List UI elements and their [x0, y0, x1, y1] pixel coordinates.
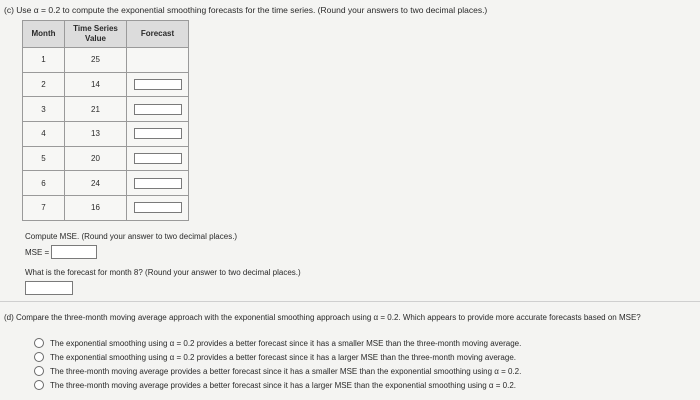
forecast-input[interactable] [134, 79, 182, 90]
value-header: Time Series Value [65, 21, 127, 48]
answer-options [34, 336, 521, 392]
answer-option[interactable] [34, 336, 521, 350]
radio-button[interactable] [34, 338, 44, 348]
table-row [23, 146, 189, 171]
mse-label: MSE = [25, 247, 50, 257]
month-cell: 4 [23, 122, 65, 147]
table-row [23, 48, 189, 73]
forecast-header: Forecast [127, 21, 189, 48]
month-cell: 1 [23, 48, 65, 73]
answer-option-label: The exponential smoothing using α = 0.2 provides a better forecast since it has a smaller MSE than the three-month moving average. [50, 338, 522, 348]
part-c-question: (c) Use α = 0.2 to compute the exponential smoothing forecasts for the time series. (Round your answers to two decimal places.) [4, 5, 488, 15]
value-cell: 21 [65, 97, 127, 122]
forecast-cell [127, 171, 189, 196]
part-d-question: (d) Compare the three-month moving average approach with the exponential smoothing approach using α = 0.2. Which appears to provide more accurate forecasts based on MSE? [4, 313, 641, 322]
answer-option-label: The three-month moving average provides a better forecast since it has a larger MSE than the exponential smoothing using α = 0.2. [50, 380, 516, 390]
radio-button[interactable] [34, 366, 44, 376]
forecast-input[interactable] [134, 104, 182, 115]
table-row [23, 122, 189, 147]
forecast-input[interactable] [134, 202, 182, 213]
forecast-cell [127, 122, 189, 147]
month8-instruction: What is the forecast for month 8? (Round your answer to two decimal places.) [25, 268, 301, 277]
forecast-cell [127, 196, 189, 221]
month-cell: 5 [23, 146, 65, 171]
value-cell: 14 [65, 72, 127, 97]
mse-row [25, 245, 97, 259]
value-cell: 16 [65, 196, 127, 221]
forecast-cell [127, 97, 189, 122]
answer-option-label: The three-month moving average provides a better forecast since it has a smaller MSE than the exponential smoothing using α = 0.2. [50, 366, 522, 376]
time-series-table [22, 20, 189, 221]
answer-option[interactable] [34, 364, 521, 378]
month-cell: 7 [23, 196, 65, 221]
table-header-row [23, 21, 189, 48]
section-divider [0, 301, 700, 302]
forecast-input[interactable] [134, 178, 182, 189]
month-cell: 6 [23, 171, 65, 196]
value-cell: 24 [65, 171, 127, 196]
month-cell: 2 [23, 72, 65, 97]
forecast-cell [127, 48, 189, 73]
table-row [23, 97, 189, 122]
forecast-cell [127, 72, 189, 97]
month-cell: 3 [23, 97, 65, 122]
value-cell: 25 [65, 48, 127, 73]
forecast-cell [127, 146, 189, 171]
table-row [23, 196, 189, 221]
table-row [23, 171, 189, 196]
value-cell: 13 [65, 122, 127, 147]
month8-forecast-input[interactable] [25, 281, 73, 295]
forecast-input[interactable] [134, 153, 182, 164]
radio-button[interactable] [34, 352, 44, 362]
radio-button[interactable] [34, 380, 44, 390]
forecast-input[interactable] [134, 128, 182, 139]
answer-option-label: The exponential smoothing using α = 0.2 provides a better forecast since it has a larger MSE than the three-month moving average. [50, 352, 516, 362]
mse-instruction: Compute MSE. (Round your answer to two decimal places.) [25, 232, 238, 241]
answer-option[interactable] [34, 378, 521, 392]
table-row [23, 72, 189, 97]
month-header: Month [23, 21, 65, 48]
value-cell: 20 [65, 146, 127, 171]
mse-input[interactable] [51, 245, 97, 259]
answer-option[interactable] [34, 350, 521, 364]
